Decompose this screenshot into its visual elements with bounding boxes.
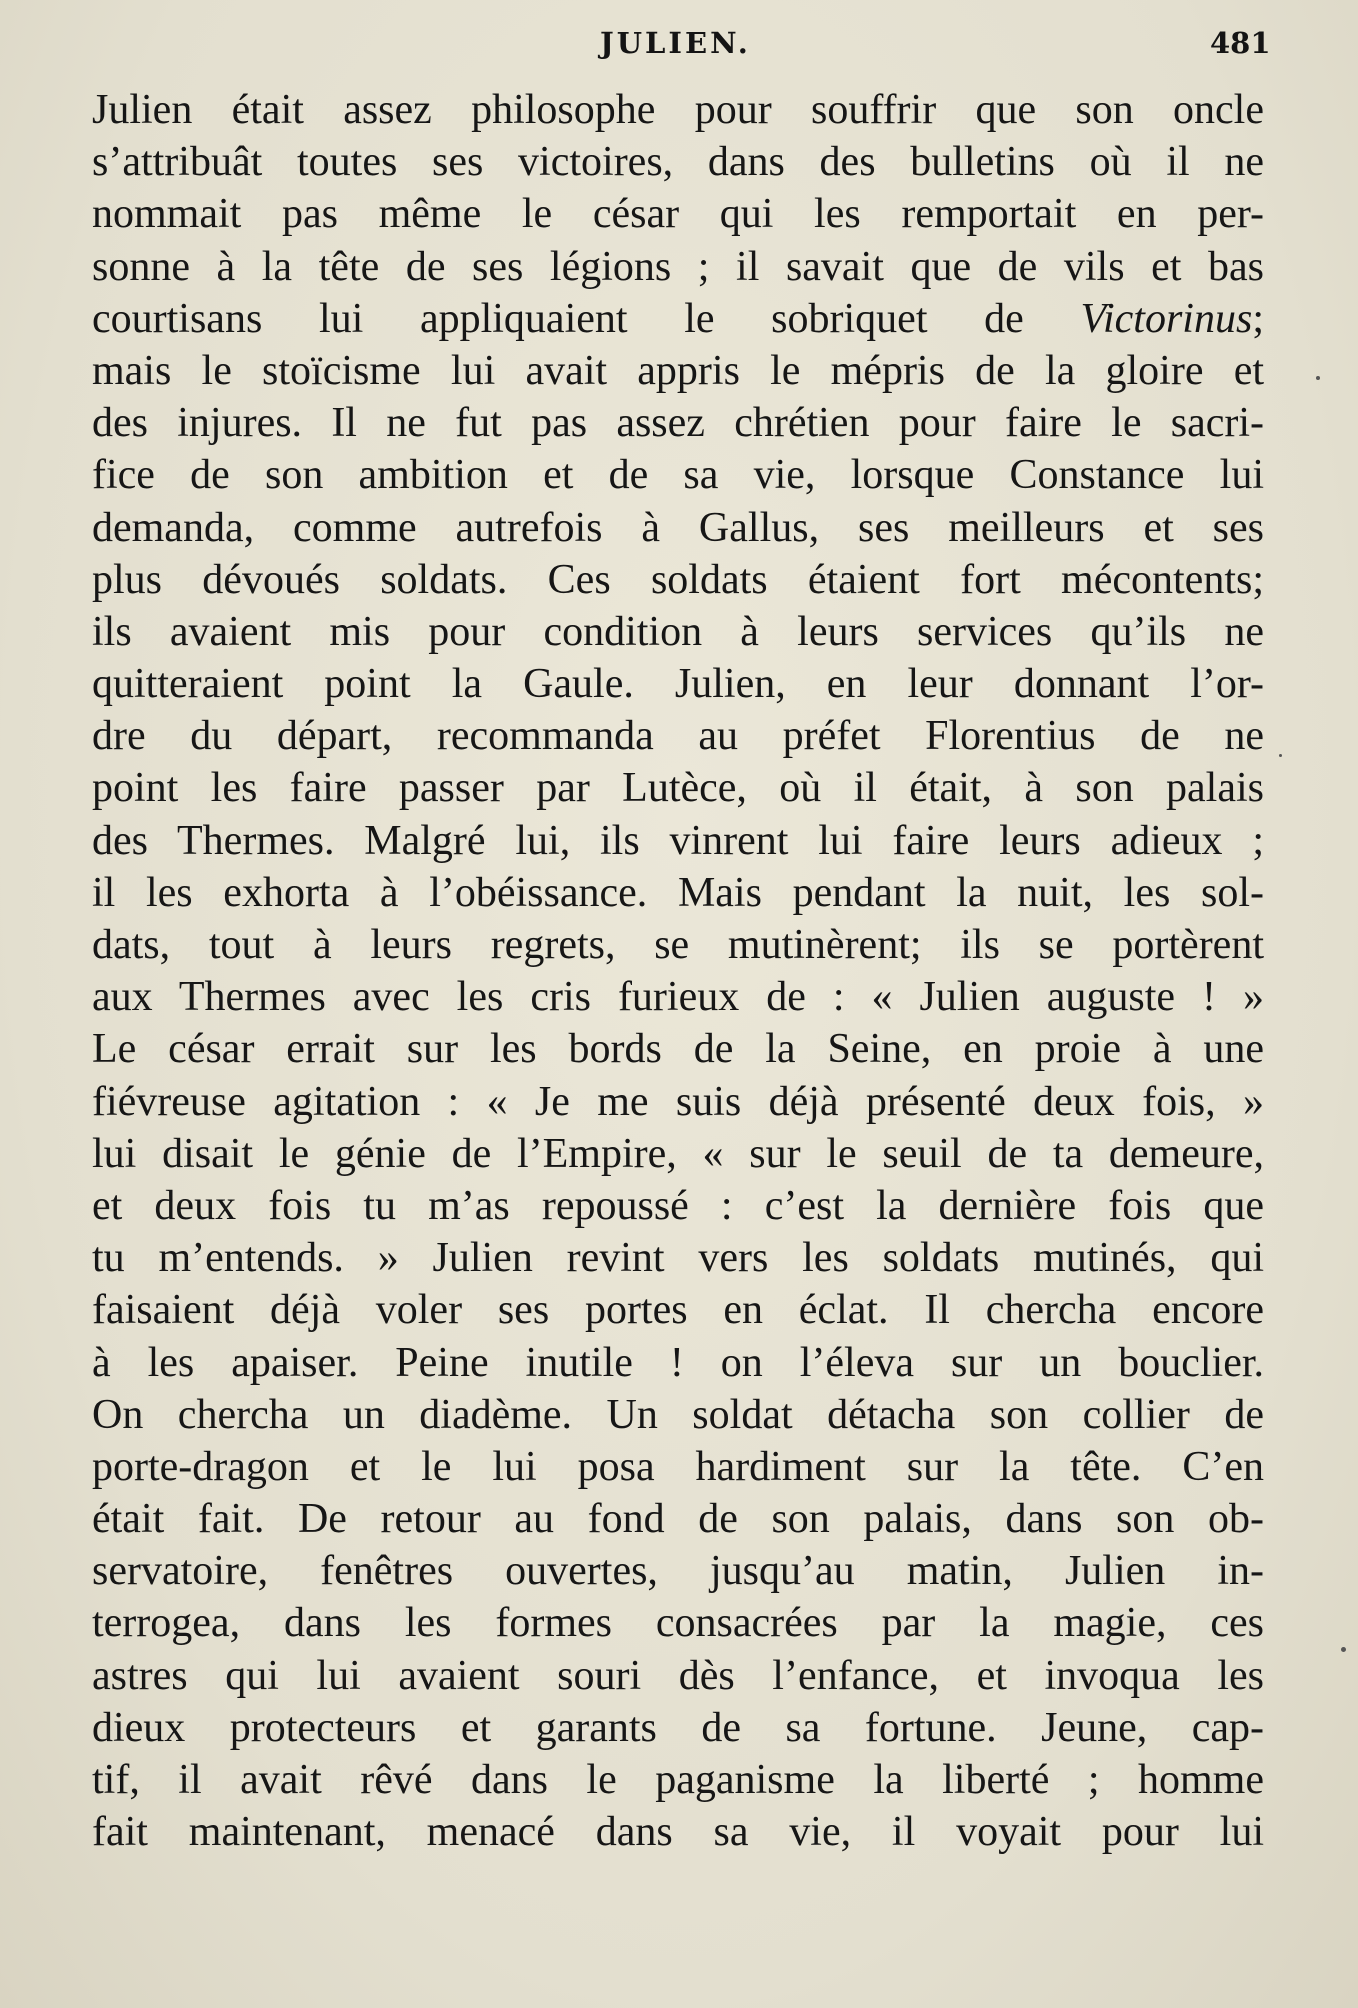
text-line: fiévreuse agitation : « Je me suis déjà présenté deux fois, » xyxy=(92,1078,1264,1125)
text-line: lui disait le génie de l’Empire, « sur le seuil de ta demeure, xyxy=(92,1130,1264,1177)
text-line: sonne à la tête de ses légions ; il savait que de vils et bas xyxy=(92,243,1264,290)
text-line: aux Thermes avec les cris furieux de : « Julien auguste ! » xyxy=(92,974,1264,1021)
paper-speck xyxy=(1341,1647,1346,1652)
text-line: fice de son ambition et de sa vie, lorsque Constance lui xyxy=(92,452,1264,499)
text-line: point les faire passer par Lutèce, où il était, à son palais xyxy=(92,765,1264,812)
text-line: terrogea, dans les formes consacrées par la magie, ces xyxy=(92,1600,1264,1647)
text-line: astres qui lui avaient souri dès l’enfance, et invoqua les xyxy=(92,1652,1264,1699)
page-number: 481 xyxy=(1210,26,1271,60)
running-head xyxy=(0,22,1358,72)
text-line: des injures. Il ne fut pas assez chrétien pour faire le sacri- xyxy=(92,400,1264,447)
text-line: nommait pas même le césar qui les remportait en per- xyxy=(92,191,1264,238)
text-line: demanda, comme autrefois à Gallus, ses meilleurs et ses xyxy=(92,504,1264,551)
text-line: fait maintenant, menacé dans sa vie, il voyait pour lui xyxy=(92,1809,1264,1856)
text-line: il les exhorta à l’obéissance. Mais pendant la nuit, les sol- xyxy=(92,869,1264,916)
text-line: dieux protecteurs et garants de sa fortune. Jeune, cap- xyxy=(92,1704,1264,1751)
text-line: Le césar errait sur les bords de la Seine, en proie à une xyxy=(92,1026,1264,1073)
text-line: était fait. De retour au fond de son palais, dans son ob- xyxy=(92,1496,1264,1543)
text-line: et deux fois tu m’as repoussé : c’est la dernière fois que xyxy=(92,1182,1264,1229)
text-line: des Thermes. Malgré lui, ils vinrent lui faire leurs adieux ; xyxy=(92,817,1264,864)
text-line: On chercha un diadème. Un soldat détacha son collier de xyxy=(92,1391,1264,1438)
text-line: faisaient déjà voler ses portes en éclat. Il chercha encore xyxy=(92,1287,1264,1334)
text-line: tu m’entends. » Julien revint vers les soldats mutinés, qui xyxy=(92,1235,1264,1282)
italic-word: Victorinus xyxy=(1080,295,1253,342)
text-line: dre du départ, recommanda au préfet Florentius de ne xyxy=(92,713,1264,760)
paper-speck xyxy=(1316,376,1320,380)
text-line: ils avaient mis pour condition à leurs services qu’ils ne xyxy=(92,608,1264,655)
text-line: quitteraient point la Gaule. Julien, en leur donnant l’or- xyxy=(92,661,1264,708)
body-text xyxy=(92,84,1264,1858)
text-line: s’attribuât toutes ses victoires, dans des bulletins où il ne xyxy=(92,139,1264,186)
running-title: JULIEN. xyxy=(600,26,751,60)
text-line: dats, tout à leurs regrets, se mutinèrent; ils se portèrent xyxy=(92,922,1264,968)
text-line: plus dévoués soldats. Ces soldats étaient fort mécontents; xyxy=(92,556,1264,603)
text-line: Julien était assez philosophe pour souffrir que son oncle xyxy=(92,87,1264,133)
text-line: courtisans lui appliquaient le sobriquet de Victorinus; xyxy=(92,295,1264,342)
text-line: à les apaiser. Peine inutile ! on l’éleva sur un bouclier. xyxy=(92,1339,1264,1386)
text-line: porte-dragon et le lui posa hardiment sur la tête. C’en xyxy=(92,1443,1264,1490)
text-line: mais le stoïcisme lui avait appris le mépris de la gloire et xyxy=(92,347,1264,394)
paper-speck xyxy=(1279,754,1282,757)
text-line: servatoire, fenêtres ouvertes, jusqu’au matin, Julien in- xyxy=(92,1548,1264,1595)
text-line: tif, il avait rêvé dans le paganisme la liberté ; homme xyxy=(92,1757,1264,1803)
